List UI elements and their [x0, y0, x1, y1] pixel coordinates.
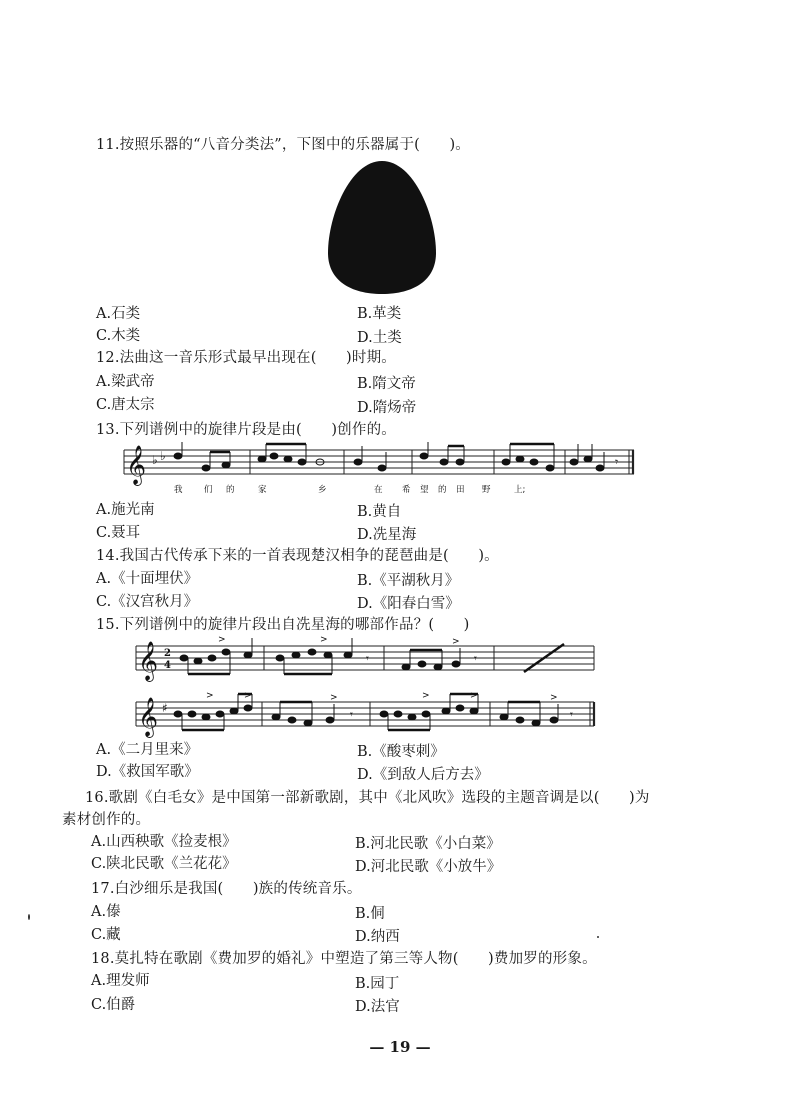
- question-13-option-a[interactable]: A.施光南: [96, 502, 155, 518]
- svg-text:>: >: [320, 636, 328, 645]
- svg-text:𝄞: 𝄞: [138, 641, 159, 681]
- question-15-stem: 15.下列谱例中的旋律片段出自冼星海的哪部作品？( ): [96, 617, 470, 633]
- question-18-stem: 18.莫扎特在歌剧《费加罗的婚礼》中塑造了第三等人物( )费加罗的形象。: [91, 951, 597, 967]
- question-13-option-d[interactable]: D.冼星海: [357, 527, 417, 543]
- question-13-option-b[interactable]: B.黄自: [357, 504, 402, 520]
- question-17-option-c[interactable]: C.藏: [91, 927, 121, 943]
- question-15-score-line-2: [134, 692, 604, 742]
- svg-text:>: >: [206, 692, 214, 701]
- question-16-option-c[interactable]: C.陕北民歌《兰花花》: [91, 856, 237, 872]
- scan-speck: [597, 936, 599, 938]
- question-14-option-b[interactable]: B.《平湖秋月》: [357, 573, 460, 589]
- svg-text:♭: ♭: [160, 449, 166, 463]
- question-12-option-d[interactable]: D.隋炀帝: [357, 400, 417, 416]
- svg-text:>: >: [550, 693, 558, 703]
- question-12-option-c[interactable]: C.唐太宗: [96, 397, 155, 413]
- svg-text:𝄾: 𝄾: [615, 455, 619, 469]
- question-18-option-b[interactable]: B.园丁: [355, 976, 400, 992]
- question-18-option-c[interactable]: C.伯爵: [91, 997, 136, 1013]
- page-number: — 19 —: [369, 1038, 431, 1056]
- svg-text:>: >: [452, 637, 460, 647]
- question-11-option-d[interactable]: D.土类: [357, 330, 402, 346]
- question-17-option-b[interactable]: B.侗: [355, 906, 385, 922]
- scan-speck: [28, 914, 30, 920]
- question-11-option-c[interactable]: C.木类: [96, 328, 141, 344]
- svg-text:𝄞: 𝄞: [126, 445, 147, 485]
- question-16-option-d[interactable]: D.河北民歌《小放牛》: [355, 859, 502, 875]
- lyric-5: 乡: [318, 485, 327, 495]
- svg-text:♭: ♭: [152, 453, 158, 467]
- question-11-option-a[interactable]: A.石类: [96, 306, 141, 322]
- question-16-stem: 16.歌剧《白毛女》是中国第一部新歌剧，其中《北风吹》选段的主题音调是以( )为: [85, 790, 650, 806]
- lyric-1: 我: [174, 485, 183, 495]
- question-16-option-b[interactable]: B.河北民歌《小白菜》: [355, 836, 501, 852]
- question-18-option-d[interactable]: D.法官: [355, 999, 400, 1015]
- question-15-option-a[interactable]: A.《二月里来》: [96, 742, 199, 758]
- question-15-option-b[interactable]: B.《酸枣刺》: [357, 744, 445, 760]
- question-14-option-a[interactable]: A.《十面埋伏》: [96, 571, 199, 587]
- svg-text:𝄾: 𝄾: [366, 652, 369, 665]
- question-12-stem: 12.法曲这一音乐形式最早出现在( )时期。: [96, 350, 396, 366]
- svg-text:>: >: [330, 693, 338, 703]
- xun-instrument-image: [322, 158, 442, 298]
- svg-text:2: 2: [164, 648, 171, 659]
- svg-text:♯: ♯: [162, 701, 168, 715]
- question-17-option-d[interactable]: D.纳西: [355, 929, 400, 945]
- question-13-option-c[interactable]: C.聂耳: [96, 525, 141, 541]
- lyric-12: 上;: [514, 485, 526, 495]
- question-12-option-b[interactable]: B.隋文帝: [357, 376, 416, 392]
- question-13-score: [122, 442, 642, 498]
- svg-text:>: >: [244, 692, 252, 701]
- question-11-option-b[interactable]: B.革类: [357, 306, 402, 322]
- lyric-8: 望: [420, 485, 429, 495]
- question-16-stem-continued: 素材创作的。: [62, 812, 151, 828]
- svg-text:>: >: [218, 636, 226, 645]
- lyric-3: 的: [226, 485, 235, 495]
- lyric-11: 野: [482, 485, 491, 495]
- svg-text:>: >: [470, 692, 478, 701]
- svg-text:𝄞: 𝄞: [138, 697, 159, 737]
- question-14-option-d[interactable]: D.《阳春白雪》: [357, 596, 460, 612]
- question-14-option-c[interactable]: C.《汉宫秋月》: [96, 594, 199, 610]
- question-15-score-line-1: [134, 636, 604, 686]
- svg-text:𝄾: 𝄾: [474, 652, 477, 665]
- svg-text:>: >: [422, 692, 430, 701]
- svg-text:𝄾: 𝄾: [350, 708, 353, 721]
- question-11-stem: 11.按照乐器的“八音分类法”，下图中的乐器属于( )。: [96, 137, 470, 153]
- lyric-10: 田: [456, 485, 465, 495]
- lyric-4: 家: [258, 485, 267, 495]
- question-15-option-c[interactable]: D.《救国军歌》: [96, 764, 199, 780]
- question-17-option-a[interactable]: A.傣: [91, 904, 121, 920]
- question-15-option-d[interactable]: D.《到敌人后方去》: [357, 767, 489, 783]
- question-13-stem: 13.下列谱例中的旋律片段是由( )创作的。: [96, 422, 396, 438]
- svg-text:4: 4: [164, 660, 171, 671]
- lyric-9: 的: [438, 485, 447, 495]
- svg-text:𝄾: 𝄾: [570, 708, 573, 721]
- lyric-6: 在: [374, 485, 383, 495]
- question-17-stem: 17.白沙细乐是我国( )族的传统音乐。: [91, 881, 362, 897]
- question-16-option-a[interactable]: A.山西秧歌《捡麦根》: [91, 834, 237, 850]
- question-12-option-a[interactable]: A.梁武帝: [96, 374, 155, 390]
- question-18-option-a[interactable]: A.理发师: [91, 973, 150, 989]
- lyric-7: 希: [402, 485, 411, 495]
- question-14-stem: 14.我国古代传承下来的一首表现楚汉相争的琵琶曲是( )。: [96, 548, 499, 564]
- lyric-2: 们: [204, 485, 213, 495]
